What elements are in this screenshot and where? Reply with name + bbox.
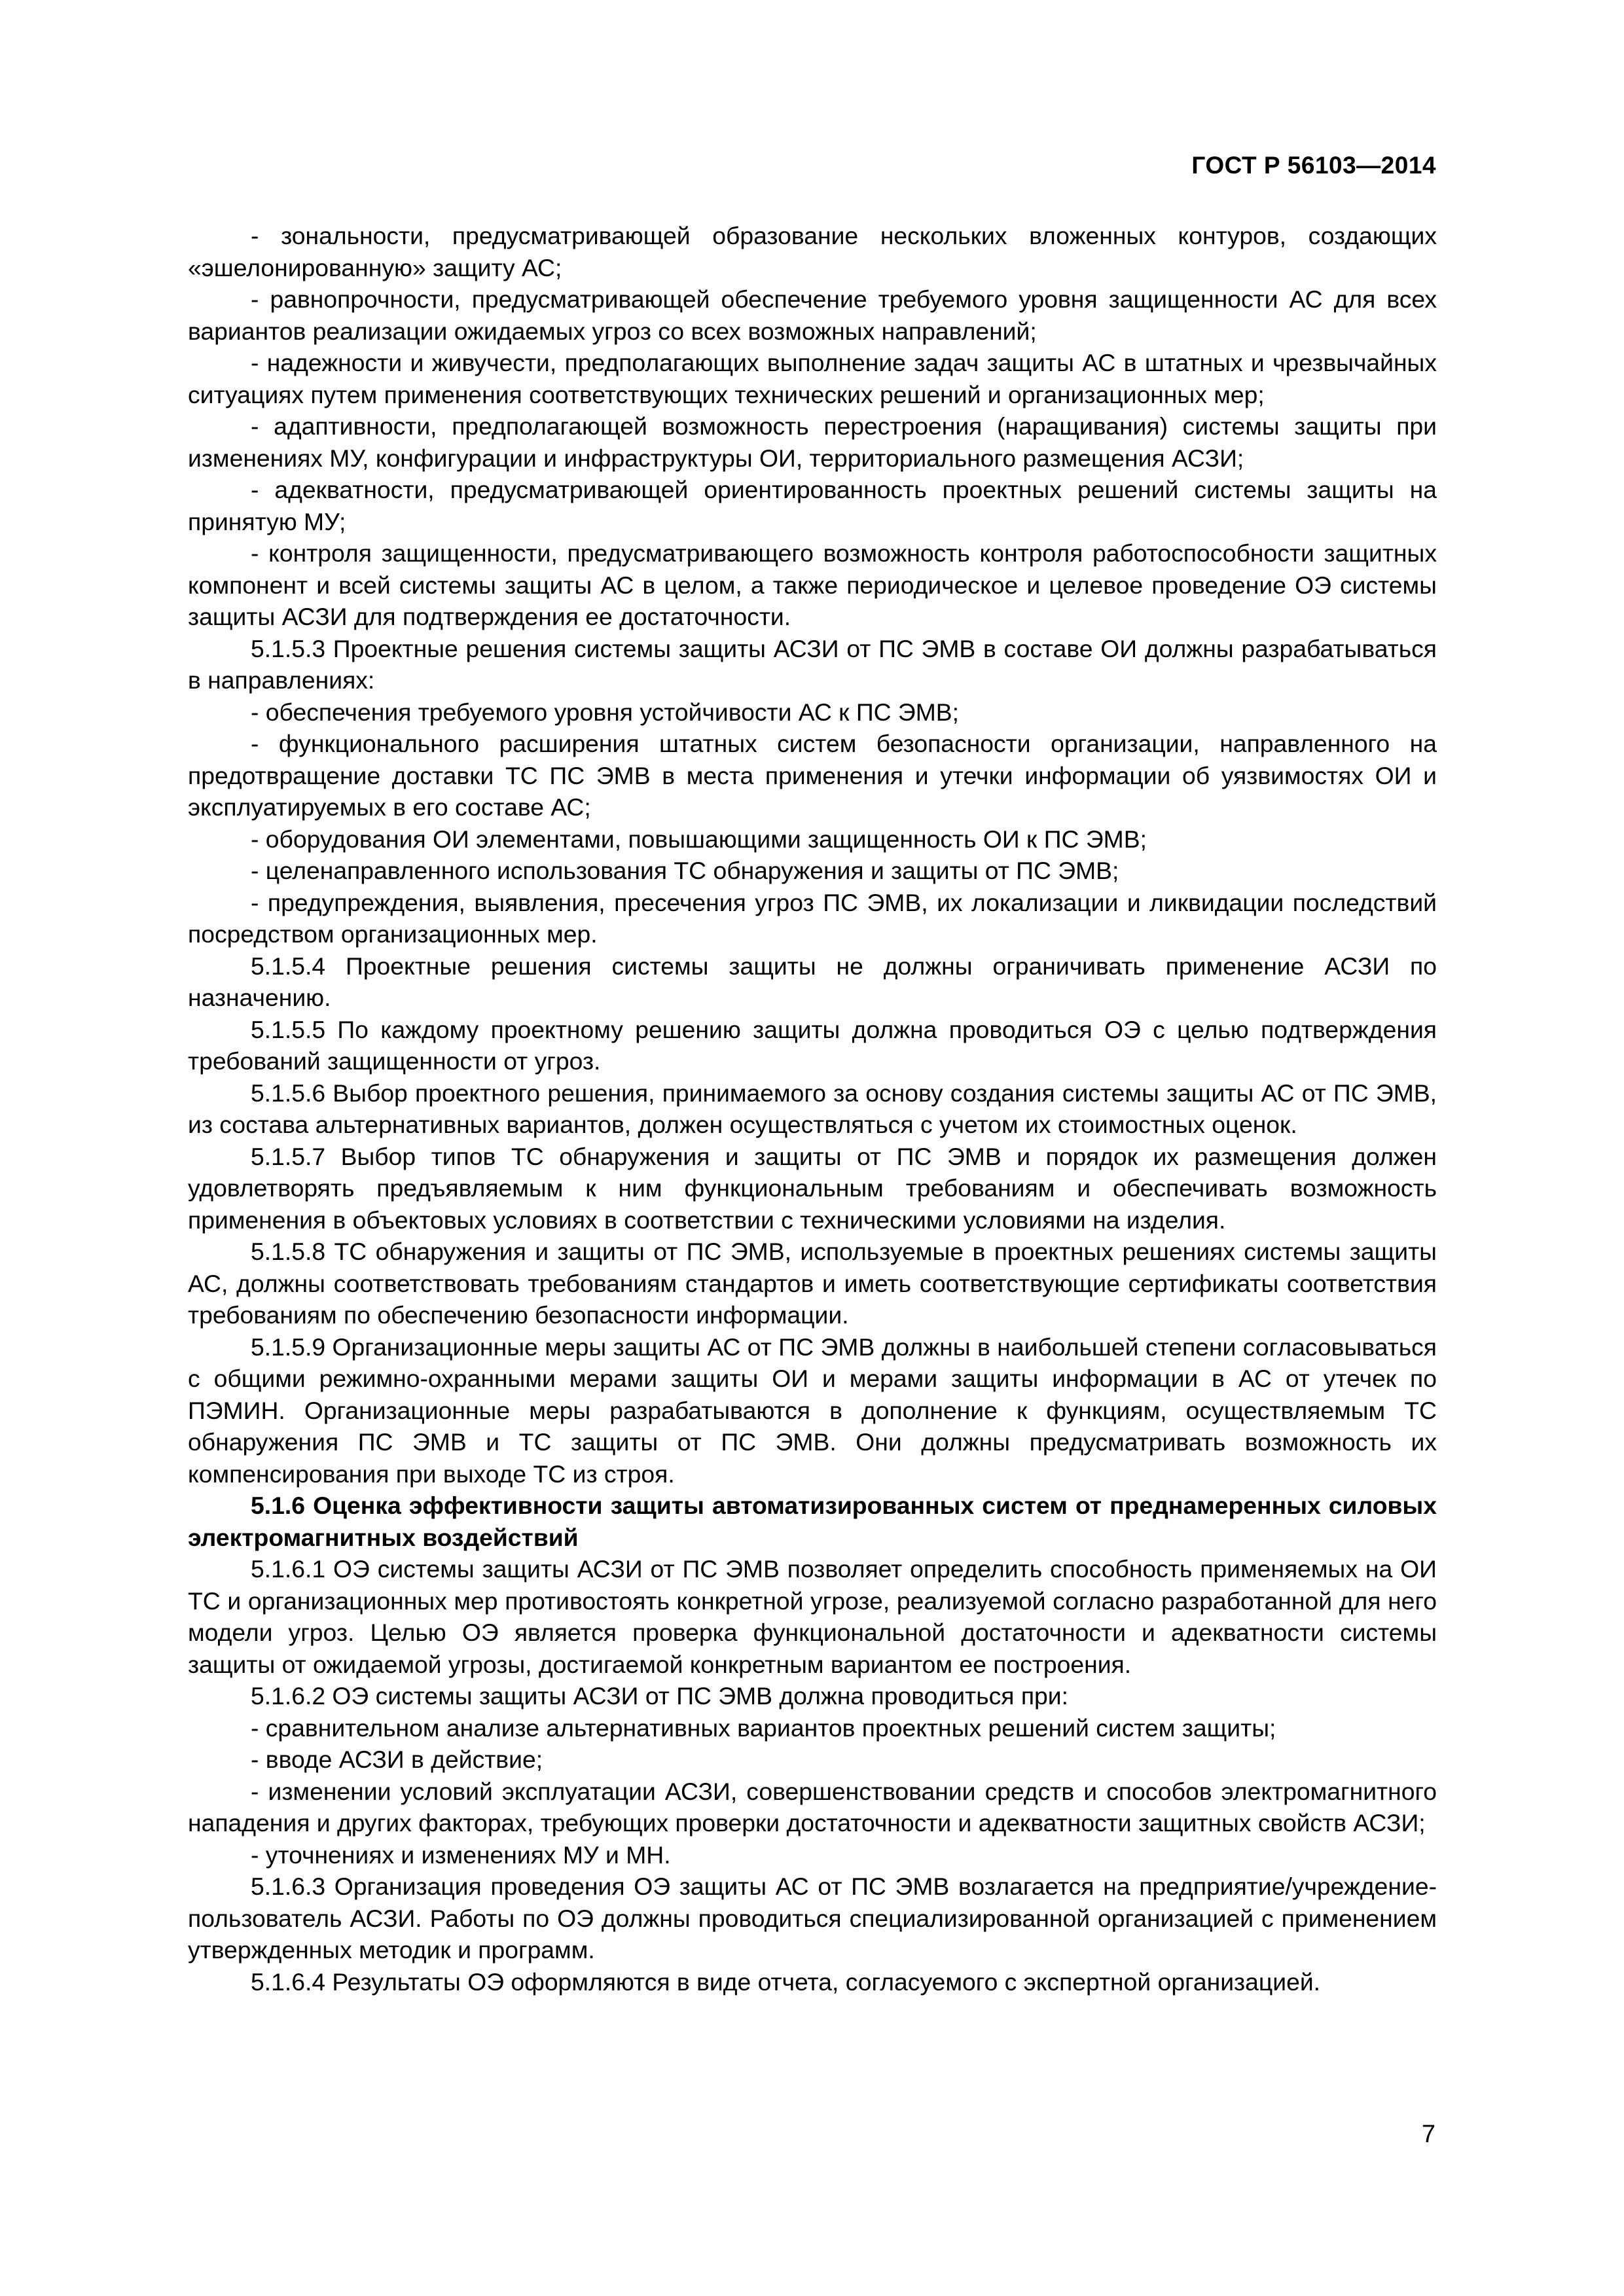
- paragraph: - равнопрочности, предусматривающей обеспечение требуемого уровня защищенности АС для всех вариантов реализации ожидаемых угроз со всех возможных направлений;: [188, 285, 1437, 345]
- paragraph: 5.1.6.2 ОЭ системы защиты АСЗИ от ПС ЭМВ должна проводиться при:: [251, 1682, 1068, 1710]
- paragraph: - предупреждения, выявления, пресечения угроз ПС ЭМВ, их локализации и ликвидации последствий посредством организационных мер.: [188, 888, 1437, 948]
- document-body: [188, 220, 1437, 1998]
- paragraph: 5.1.5.3 Проектные решения системы защиты АСЗИ от ПС ЭМВ в составе ОИ должны разрабатываться в направлениях:: [188, 634, 1437, 694]
- paragraph: - целенаправленного использования ТС обнаружения и защиты от ПС ЭМВ;: [251, 857, 1119, 884]
- section-heading: 5.1.6 Оценка эффективности защиты автоматизированных систем от преднамеренных силовых электромагнитных воздействий: [188, 1492, 1437, 1551]
- document-header: ГОСТ Р 56103—2014: [1191, 152, 1436, 179]
- paragraph: - вводе АСЗИ в действие;: [251, 1746, 543, 1773]
- paragraph: - контроля защищенности, предусматривающего возможность контроля работоспособности защитных компонент и всей системы защиты АС в целом, а также периодическое и целевое проведение ОЭ системы защиты АСЗИ для подтверждения ее достаточности.: [188, 539, 1437, 630]
- paragraph: - надежности и живучести, предполагающих выполнение задач защиты АС в штатных и чрезвычайных ситуациях путем применения соответствующих технических решений и организационных мер;: [188, 349, 1437, 408]
- paragraph: - изменении условий эксплуатации АСЗИ, совершенствовании средств и способов электромагнитного нападения и других факторах, требующих проверки достаточности и адекватности защитных свойств АСЗИ;: [188, 1777, 1437, 1837]
- paragraph: 5.1.6.3 Организация проведения ОЭ защиты АС от ПС ЭМВ возлагается на предприятие/учреждение-пользователь АСЗИ. Работы по ОЭ должны проводиться специализированной организацией с применением утвержденных методик и программ.: [188, 1873, 1437, 1964]
- paragraph: 5.1.6.4 Результаты ОЭ оформляются в виде отчета, согласуемого с экспертной организацией.: [251, 1967, 1321, 1996]
- paragraph: - обеспечения требуемого уровня устойчивости АС к ПС ЭМВ;: [251, 698, 960, 726]
- paragraph: 5.1.5.7 Выбор типов ТС обнаружения и защиты от ПС ЭМВ и порядок их размещения должен удовлетворять предъявляемым к ним функциональным требованиям и обеспечивать возможность применения в объектовых условиях в соответствии с техническими условиями на изделия.: [188, 1142, 1437, 1234]
- paragraph: - сравнительном анализе альтернативных вариантов проектных решений систем защиты;: [251, 1713, 1276, 1742]
- paragraph: 5.1.5.5 По каждому проектному решению защиты должна проводиться ОЭ с целью подтверждения требований защищенности от угроз.: [188, 1015, 1437, 1075]
- paragraph: - адаптивности, предполагающей возможность перестроения (наращивания) системы защиты при изменениях МУ, конфигурации и инфраструктуры ОИ, территориального размещения АСЗИ;: [188, 412, 1437, 472]
- paragraph: 5.1.6.1 ОЭ системы защиты АСЗИ от ПС ЭМВ позволяет определить способность применяемых на ОИ ТС и организационных мер противостоять конкретной угрозе, реализуемой согласно разработанной для него модели угроз. Целью ОЭ является проверка функциональной достаточности и адекватности системы защиты от ожидаемой угрозы, достигаемой конкретным вариантом ее построения.: [188, 1555, 1437, 1678]
- paragraph: 5.1.5.6 Выбор проектного решения, принимаемого за основу создания системы защиты АС от ПС ЭМВ, из состава альтернативных вариантов, должен осуществляться с учетом их стоимостных оценок.: [188, 1079, 1437, 1138]
- paragraph: 5.1.5.4 Проектные решения системы защиты не должны ограничивать применение АСЗИ по назначению.: [188, 952, 1437, 1011]
- page-number: 7: [1421, 2121, 1435, 2148]
- paragraph: - функционального расширения штатных систем безопасности организации, направленного на предотвращение доставки ТС ПС ЭМВ в места применения и утечки информации об уязвимостях ОИ и эксплуатируемых в его составе АС;: [188, 730, 1437, 821]
- paragraph: 5.1.5.8 ТС обнаружения и защиты от ПС ЭМВ, используемые в проектных решениях системы защиты АС, должны соответствовать требованиям стандартов и иметь соответствующие сертификаты соответствия требованиям по обеспечению безопасности информации.: [188, 1238, 1437, 1329]
- paragraph: - уточнениях и изменениях МУ и МН.: [251, 1840, 671, 1869]
- paragraph: - оборудования ОИ элементами, повышающими защищенность ОИ к ПС ЭМВ;: [251, 825, 1147, 853]
- paragraph: - адекватности, предусматривающей ориентированность проектных решений системы защиты на принятую МУ;: [188, 476, 1437, 535]
- paragraph: - зональности, предусматривающей образование нескольких вложенных контуров, создающих «эшелонированную» защиту АС;: [188, 222, 1437, 281]
- paragraph: 5.1.5.9 Организационные меры защиты АС от ПС ЭМВ должны в наибольшей степени согласовываться с общими режимно-охранными мерами защиты ОИ и мерами защиты информации в АС от утечек по ПЭМИН. Организационные меры разрабатываются в дополнение к функциям, осуществляемым ТС обнаружения ПС ЭМВ и ТС защиты от ПС ЭМВ. Они должны предусматривать возможность их компенсирования при выходе ТС из строя.: [188, 1333, 1437, 1488]
